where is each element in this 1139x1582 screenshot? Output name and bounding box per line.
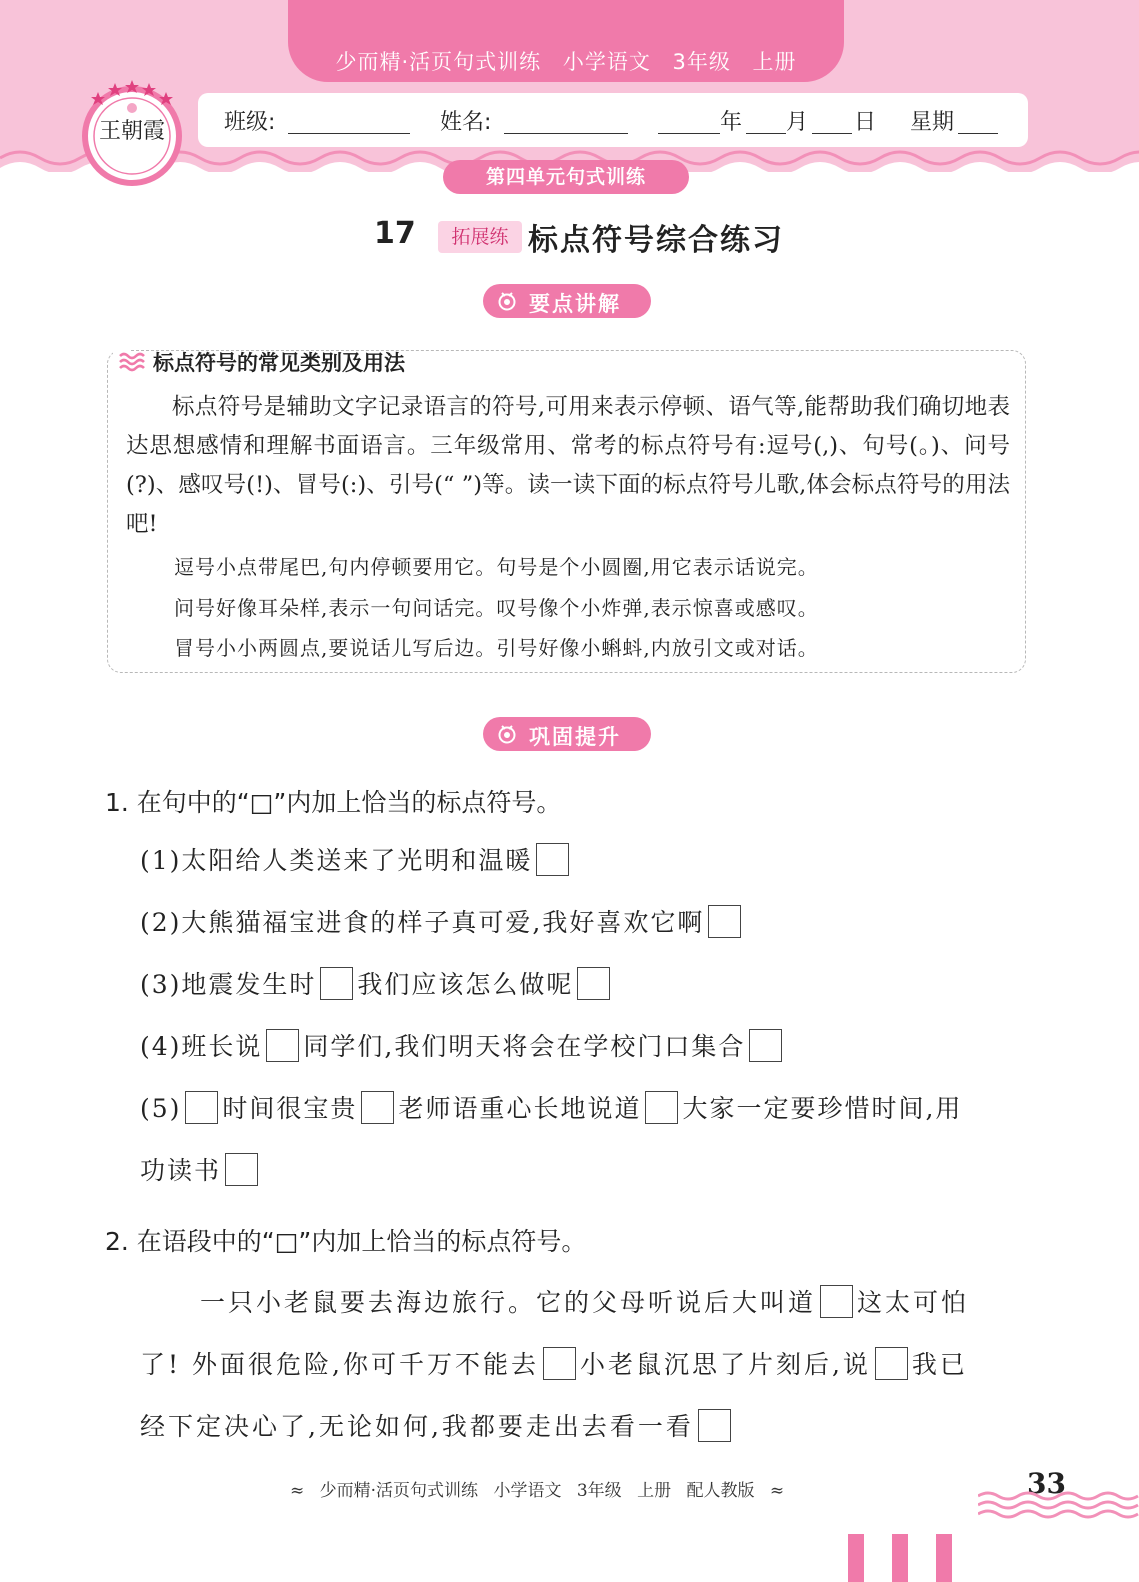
medal-icon xyxy=(497,291,517,311)
q1-item-3 xyxy=(140,965,614,1001)
series-tab xyxy=(288,0,844,82)
footer-wave-icon-right: ≈ xyxy=(769,1481,785,1501)
q1-item-4-text-b: 同学们,我们明天将会在学校门口集合 xyxy=(303,1032,746,1061)
q2-line-3-text-a: 经下定决心了,无论如何,我都要走出去看一看 xyxy=(140,1412,694,1441)
question-2-title: 2. 在语段中的“□”内加上恰当的标点符号。 xyxy=(105,1227,587,1256)
footer-wave-decoration xyxy=(978,1488,1139,1522)
q1-item-5 xyxy=(140,1089,962,1125)
medal-icon xyxy=(497,724,517,744)
answer-box[interactable] xyxy=(320,967,353,1000)
name-field[interactable] xyxy=(504,133,628,134)
class-field[interactable] xyxy=(288,133,410,134)
rhyme-line-3: 冒号小小两圆点,要说话儿写后边。引号好像小蝌蚪,内放引文或对话。 xyxy=(174,636,819,660)
series-title: 少而精·活页句式训练 小学语文 3年级 上册 xyxy=(335,50,797,74)
lesson-tag: 拓展练 xyxy=(438,221,522,253)
answer-box[interactable] xyxy=(225,1153,258,1186)
q1-item-3-text-a: (3)地震发生时 xyxy=(140,970,317,999)
rhyme-line-1: 逗号小点带尾巴,句内停顿要用它。句号是个小圆圈,用它表示话说完。 xyxy=(174,555,819,579)
q1-item-5-text-d: 大家一定要珍惜时间,用 xyxy=(682,1094,963,1123)
q2-line-3 xyxy=(140,1407,735,1443)
rhyme-line-2: 问号好像耳朵样,表示一句问话完。叹号像个小炸弹,表示惊喜或感叹。 xyxy=(174,596,819,620)
q1-item-1-text: (1)太阳给人类送来了光明和温暖 xyxy=(140,846,533,875)
question-1-title: 1. 在句中的“□”内加上恰当的标点符号。 xyxy=(105,788,562,817)
q1-item-5-text-b: 时间很宝贵 xyxy=(222,1094,358,1123)
lesson-title: 标点符号综合练习 xyxy=(528,223,784,258)
q1-item-2 xyxy=(140,903,745,939)
q1-item-4 xyxy=(140,1027,786,1063)
logo-text: 王朝霞 xyxy=(98,119,165,144)
answer-box[interactable] xyxy=(708,905,741,938)
q1-item-5-text-c: 老师语重心长地说道 xyxy=(398,1094,642,1123)
class-label: 班级: xyxy=(224,110,276,135)
answer-box[interactable] xyxy=(361,1091,394,1124)
month-label: 月 xyxy=(786,110,809,135)
q1-item-3-text-b: 我们应该怎么做呢 xyxy=(357,970,574,999)
q2-line-2-text-a: 了! 外面很危险,你可千万不能去 xyxy=(140,1350,539,1379)
q2-line-1-text-a: 一只小老鼠要去海边旅行。它的父母听说后大叫道 xyxy=(200,1288,817,1317)
answer-box[interactable] xyxy=(645,1091,678,1124)
year-label: 年 xyxy=(720,110,743,135)
page-number: 33 xyxy=(1027,1467,1066,1500)
q2-line-2-text-b: 小老鼠沉思了片刻后,说 xyxy=(579,1350,871,1379)
weekday-field[interactable] xyxy=(958,133,998,134)
footer xyxy=(290,1476,784,1501)
answer-box[interactable] xyxy=(698,1409,731,1442)
weekday-label: 星期 xyxy=(910,110,955,135)
q1-item-5-text-e: 功读书 xyxy=(140,1156,222,1185)
q2-line-1-text-b: 这太可怕 xyxy=(857,1288,970,1317)
section-practice-label: 巩固提升 xyxy=(529,725,621,749)
footer-text: 少而精·活页句式训练 小学语文 3年级 上册 配人教版 xyxy=(319,1481,755,1501)
section-key-points-label: 要点讲解 xyxy=(529,292,621,316)
key-points-body: 标点符号是辅助文字记录语言的符号,可用来表示停顿、语气等,能帮助我们确切地表达思想感情和理解书面语言。三年级常用、常考的标点符号有:逗号(,)、句号(。)、问号(?)、感叹号(!)、冒号(:)、引号(“ ”)等。读一读下面的标点符号儿歌,体会标点符号的用法吧! xyxy=(126,394,1010,537)
day-label: 日 xyxy=(854,110,877,135)
q2-line-2-text-c: 我已 xyxy=(911,1350,968,1379)
answer-box[interactable] xyxy=(749,1029,782,1062)
footer-wave-icon-left: ≈ xyxy=(290,1481,305,1501)
section-key-points xyxy=(483,284,651,318)
answer-box[interactable] xyxy=(536,843,569,876)
answer-box[interactable] xyxy=(266,1029,299,1062)
key-points-heading xyxy=(113,343,405,379)
month-field[interactable] xyxy=(746,133,786,134)
answer-box[interactable] xyxy=(543,1347,576,1380)
year-field[interactable] xyxy=(658,133,720,134)
page-edge-tabs xyxy=(846,1534,956,1582)
answer-box[interactable] xyxy=(820,1285,853,1318)
q1-item-1 xyxy=(140,841,573,877)
answer-box[interactable] xyxy=(875,1347,908,1380)
q1-item-4-text-a: (4)班长说 xyxy=(140,1032,263,1061)
q2-line-2 xyxy=(140,1345,968,1381)
section-practice xyxy=(483,717,651,751)
wave-lines-icon xyxy=(119,351,147,373)
answer-box[interactable] xyxy=(185,1091,218,1124)
q1-item-2-text: (2)大熊猫福宝进食的样子真可爱,我好喜欢它啊 xyxy=(140,908,705,937)
day-field[interactable] xyxy=(812,133,852,134)
answer-box[interactable] xyxy=(577,967,610,1000)
unit-label: 第四单元句式训练 xyxy=(443,160,689,194)
key-points-heading-text: 标点符号的常见类别及用法 xyxy=(153,351,405,375)
name-label: 姓名: xyxy=(440,110,492,135)
lesson-number: 17 xyxy=(374,216,416,251)
q2-line-1 xyxy=(200,1283,969,1319)
student-info-bar xyxy=(198,93,1028,147)
q1-item-5-text-a: (5) xyxy=(140,1094,182,1123)
q1-item-5-cont xyxy=(140,1151,262,1187)
